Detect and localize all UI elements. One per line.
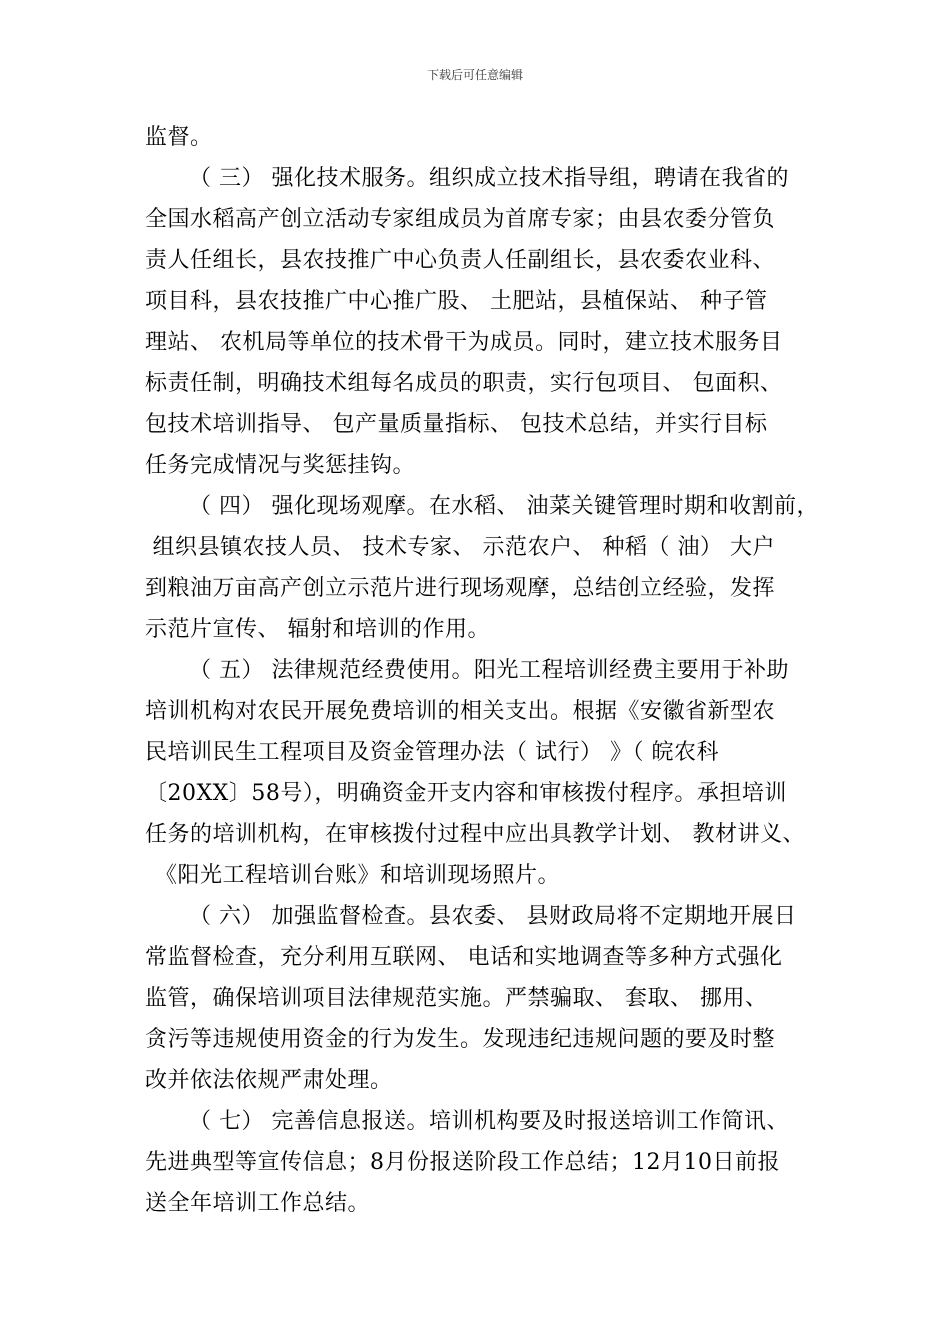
text-line: 任务完成情况与奖惩挂钩。 [145, 453, 416, 478]
text-line: （ 六） 加强监督检查。县农委、 县财政局将不定期地开展日 [189, 904, 797, 929]
text-line: 标责任制，明确技术组每名成员的职责，实行包项目、 包面积、 [145, 371, 783, 396]
text-line: 培训机构对农民开展免费培训的相关支出。根据《安徽省新型农 [145, 699, 776, 724]
text-line: 先进典型等宣传信息；8月份报送阶段工作总结；12月10日前报 [145, 1150, 780, 1175]
text-line: （ 五） 法律规范经费使用。阳光工程培训经费主要用于补助 [189, 658, 789, 683]
text-line: 组织县镇农技人员、 技术专家、 示范农户、 种稻（ 油） 大户 [145, 535, 775, 560]
document-body [145, 117, 825, 1224]
text-line: 到粮油万亩高产创立示范片进行现场观摩，总结创立经验，发挥 [145, 576, 776, 601]
text-line: 理站、 农机局等单位的技术骨干为成员。同时，建立技术服务目 [145, 330, 783, 355]
page-header: 下载后可任意编辑 [426, 68, 523, 82]
text-line: （ 七） 完善信息报送。培训机构要及时报送培训工作简讯、 [189, 1109, 789, 1134]
text-line: 常监督检查，充分利用互联网、 电话和实地调查等多种方式强化 [145, 945, 783, 970]
text-line: 〔20XX〕58号），明确资金开支内容和审核拨付程序。承担培训 [145, 781, 787, 806]
text-line: （ 三） 强化技术服务。组织成立技术指导组，聘请在我省的 [189, 166, 789, 191]
text-line: 监管，确保培训项目法律规范实施。严禁骗取、 套取、 挪用、 [145, 986, 768, 1011]
text-line: 责人任组长，县农技推广中心负责人任副组长，县农委农业科、 [145, 248, 776, 273]
text-line: 任务的培训机构，在审核拨付过程中应出具教学计划、 教材讲义、 [145, 822, 805, 847]
text-line: 民培训民生工程项目及资金管理办法（ 试行） 》（ 皖农科 [145, 740, 719, 765]
text-line: 改并依法依规严肃处理。 [145, 1068, 393, 1093]
text-line: 包技术培训指导、 包产量质量指标、 包技术总结，并实行目标 [145, 412, 768, 437]
text-line: 贪污等违规使用资金的行为发生。发现违纪违规问题的要及时整 [145, 1027, 776, 1052]
text-line: 送全年培训工作总结。 [145, 1191, 371, 1216]
text-line: 《阳光工程培训台账》和培训现场照片。 [155, 863, 561, 888]
text-line: 项目科，县农技推广中心推广股、 土肥站，县植保站、 种子管 [145, 289, 768, 314]
text-line: 监督。 [145, 125, 213, 150]
text-line: （ 四） 强化现场观摩。在水稻、 油菜关键管理时期和收割前， [189, 494, 819, 519]
text-line: 全国水稻高产创立活动专家组成员为首席专家；由县农委分管负 [145, 207, 776, 232]
text-line: 示范片宣传、 辐射和培训的作用。 [145, 617, 490, 642]
